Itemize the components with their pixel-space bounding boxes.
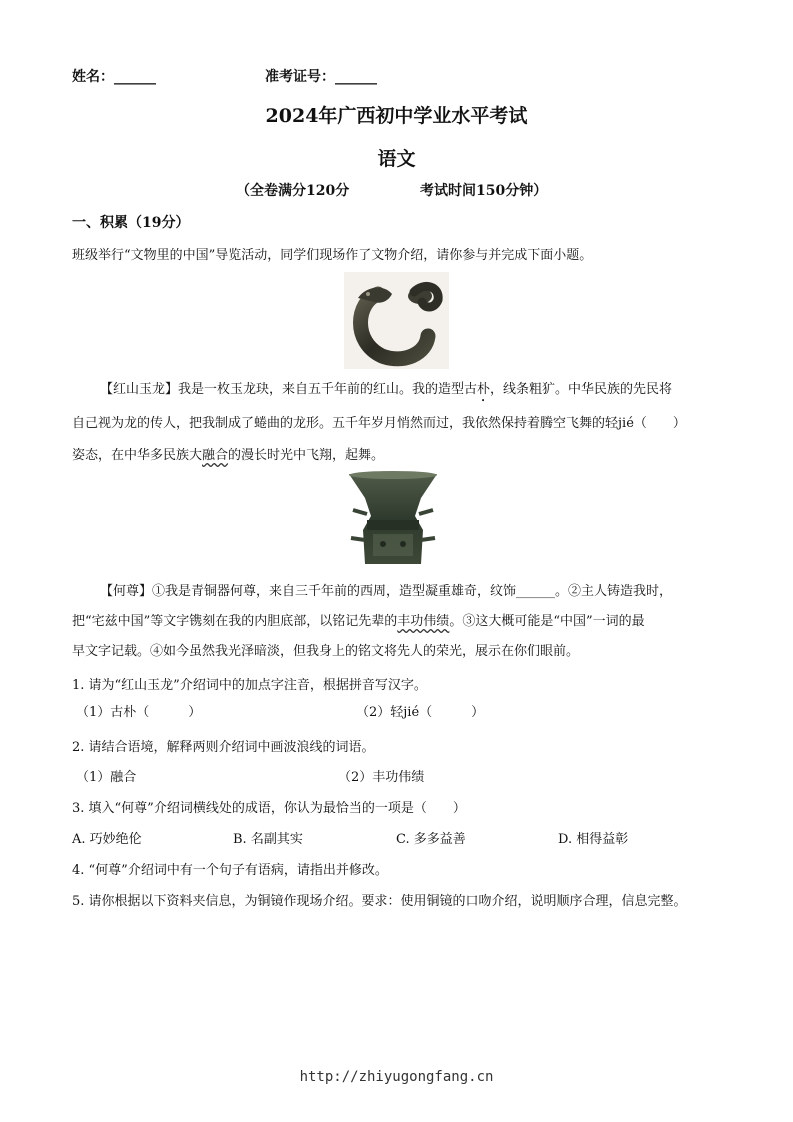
question-1-part-a: （1）古朴（ ） xyxy=(76,705,202,720)
fill-blank: ______ xyxy=(516,584,556,599)
question-2-part-b: （2）丰功伟绩 xyxy=(338,770,425,785)
subject-title: 语文 xyxy=(377,148,416,170)
wavy-word-fenggong: 丰功伟绩 xyxy=(397,614,450,629)
bronze-zun-icon xyxy=(343,468,443,570)
wavy-word-ronghe: 融合 xyxy=(202,448,229,463)
dotted-char: 朴 xyxy=(477,382,491,397)
bronze-zun-image xyxy=(343,468,443,570)
section-heading: 一、积累（19分） xyxy=(72,215,190,231)
jade-dragon-text-c: 姿态，在中华多民族大 xyxy=(72,448,203,463)
jade-dragon-text-b: ，线条粗犷。中华民族的先民将 xyxy=(490,382,673,397)
name-field-label: 姓名：______ xyxy=(72,69,156,85)
he-zun-line-3: 早文字记载。④如今虽然我光泽暗淡，但我身上的铭文将先人的荣光，展示在你们眼前。 xyxy=(72,644,580,659)
question-5: 5. 请你根据以下资料夹信息，为铜镜作现场介绍。要求：使用铜镜的口吻介绍，说明顺序合理，信息完整。 xyxy=(72,894,687,909)
question-3: 3. 填入“何尊”介绍词横线处的成语，你认为最恰当的一项是（ ） xyxy=(72,801,466,816)
jade-dragon-line-3 xyxy=(72,444,384,463)
score-info: （全卷满分120分 xyxy=(236,183,350,199)
jade-dragon-text-a: 【红山玉龙】我是一枚玉龙玦，来自五千年前的红山。我的造型古 xyxy=(100,382,478,397)
jade-dragon-image xyxy=(344,272,449,369)
section-intro: 班级举行“文物里的中国”导览活动，同学们现场作了文物介绍，请你参与并完成下面小题。 xyxy=(72,248,593,263)
question-2-part-a: （1）融合 xyxy=(76,770,137,785)
question-2: 2. 请结合语境，解释两则介绍词中画波浪线的词语。 xyxy=(72,740,375,755)
question-1: 1. 请为“红山玉龙”介绍词中的加点字注音，根据拼音写汉字。 xyxy=(72,678,427,693)
question-3-option-a: A. 巧妙绝伦 xyxy=(72,832,142,847)
he-zun-text-c: 把“宅兹中国”等文字镌刻在我的内胆底部，以铭记先辈的 xyxy=(72,614,398,629)
he-zun-text-d: 。③这大概可能是“中国”一词的最 xyxy=(449,614,645,629)
jade-dragon-icon xyxy=(344,272,449,369)
exam-id-field-label: 准考证号：______ xyxy=(265,69,377,85)
jade-dragon-line-2: 自己视为龙的传人，把我制成了蜷曲的龙形。五千年岁月悄然而过，我依然保持着腾空飞舞的轻jié（ ） xyxy=(72,416,686,431)
question-4: 4. “何尊”介绍词中有一个句子有语病，请指出并修改。 xyxy=(72,863,388,878)
question-1-part-b: （2）轻jié（ ） xyxy=(356,705,485,720)
footer-url: http://zhiyugongfang.cn xyxy=(299,1069,494,1085)
page-title: 2024年广西初中学业水平考试 xyxy=(265,105,528,127)
he-zun-text-b: 。②主人铸造我时， xyxy=(555,584,673,599)
jade-dragon-text-d: 的漫长时光中飞翔，起舞。 xyxy=(228,448,385,463)
time-info: 考试时间150分钟） xyxy=(420,183,548,199)
jade-dragon-line-1 xyxy=(100,378,672,405)
question-3-option-b: B. 名副其实 xyxy=(233,832,303,847)
he-zun-text-a: 【何尊】①我是青铜器何尊，来自三千年前的西周，造型凝重雄奇，纹饰 xyxy=(100,584,517,599)
he-zun-line-2 xyxy=(72,610,645,629)
he-zun-line-1 xyxy=(100,580,672,599)
question-3-option-c: C. 多多益善 xyxy=(396,832,466,847)
question-3-option-d: D. 相得益彰 xyxy=(558,832,629,847)
